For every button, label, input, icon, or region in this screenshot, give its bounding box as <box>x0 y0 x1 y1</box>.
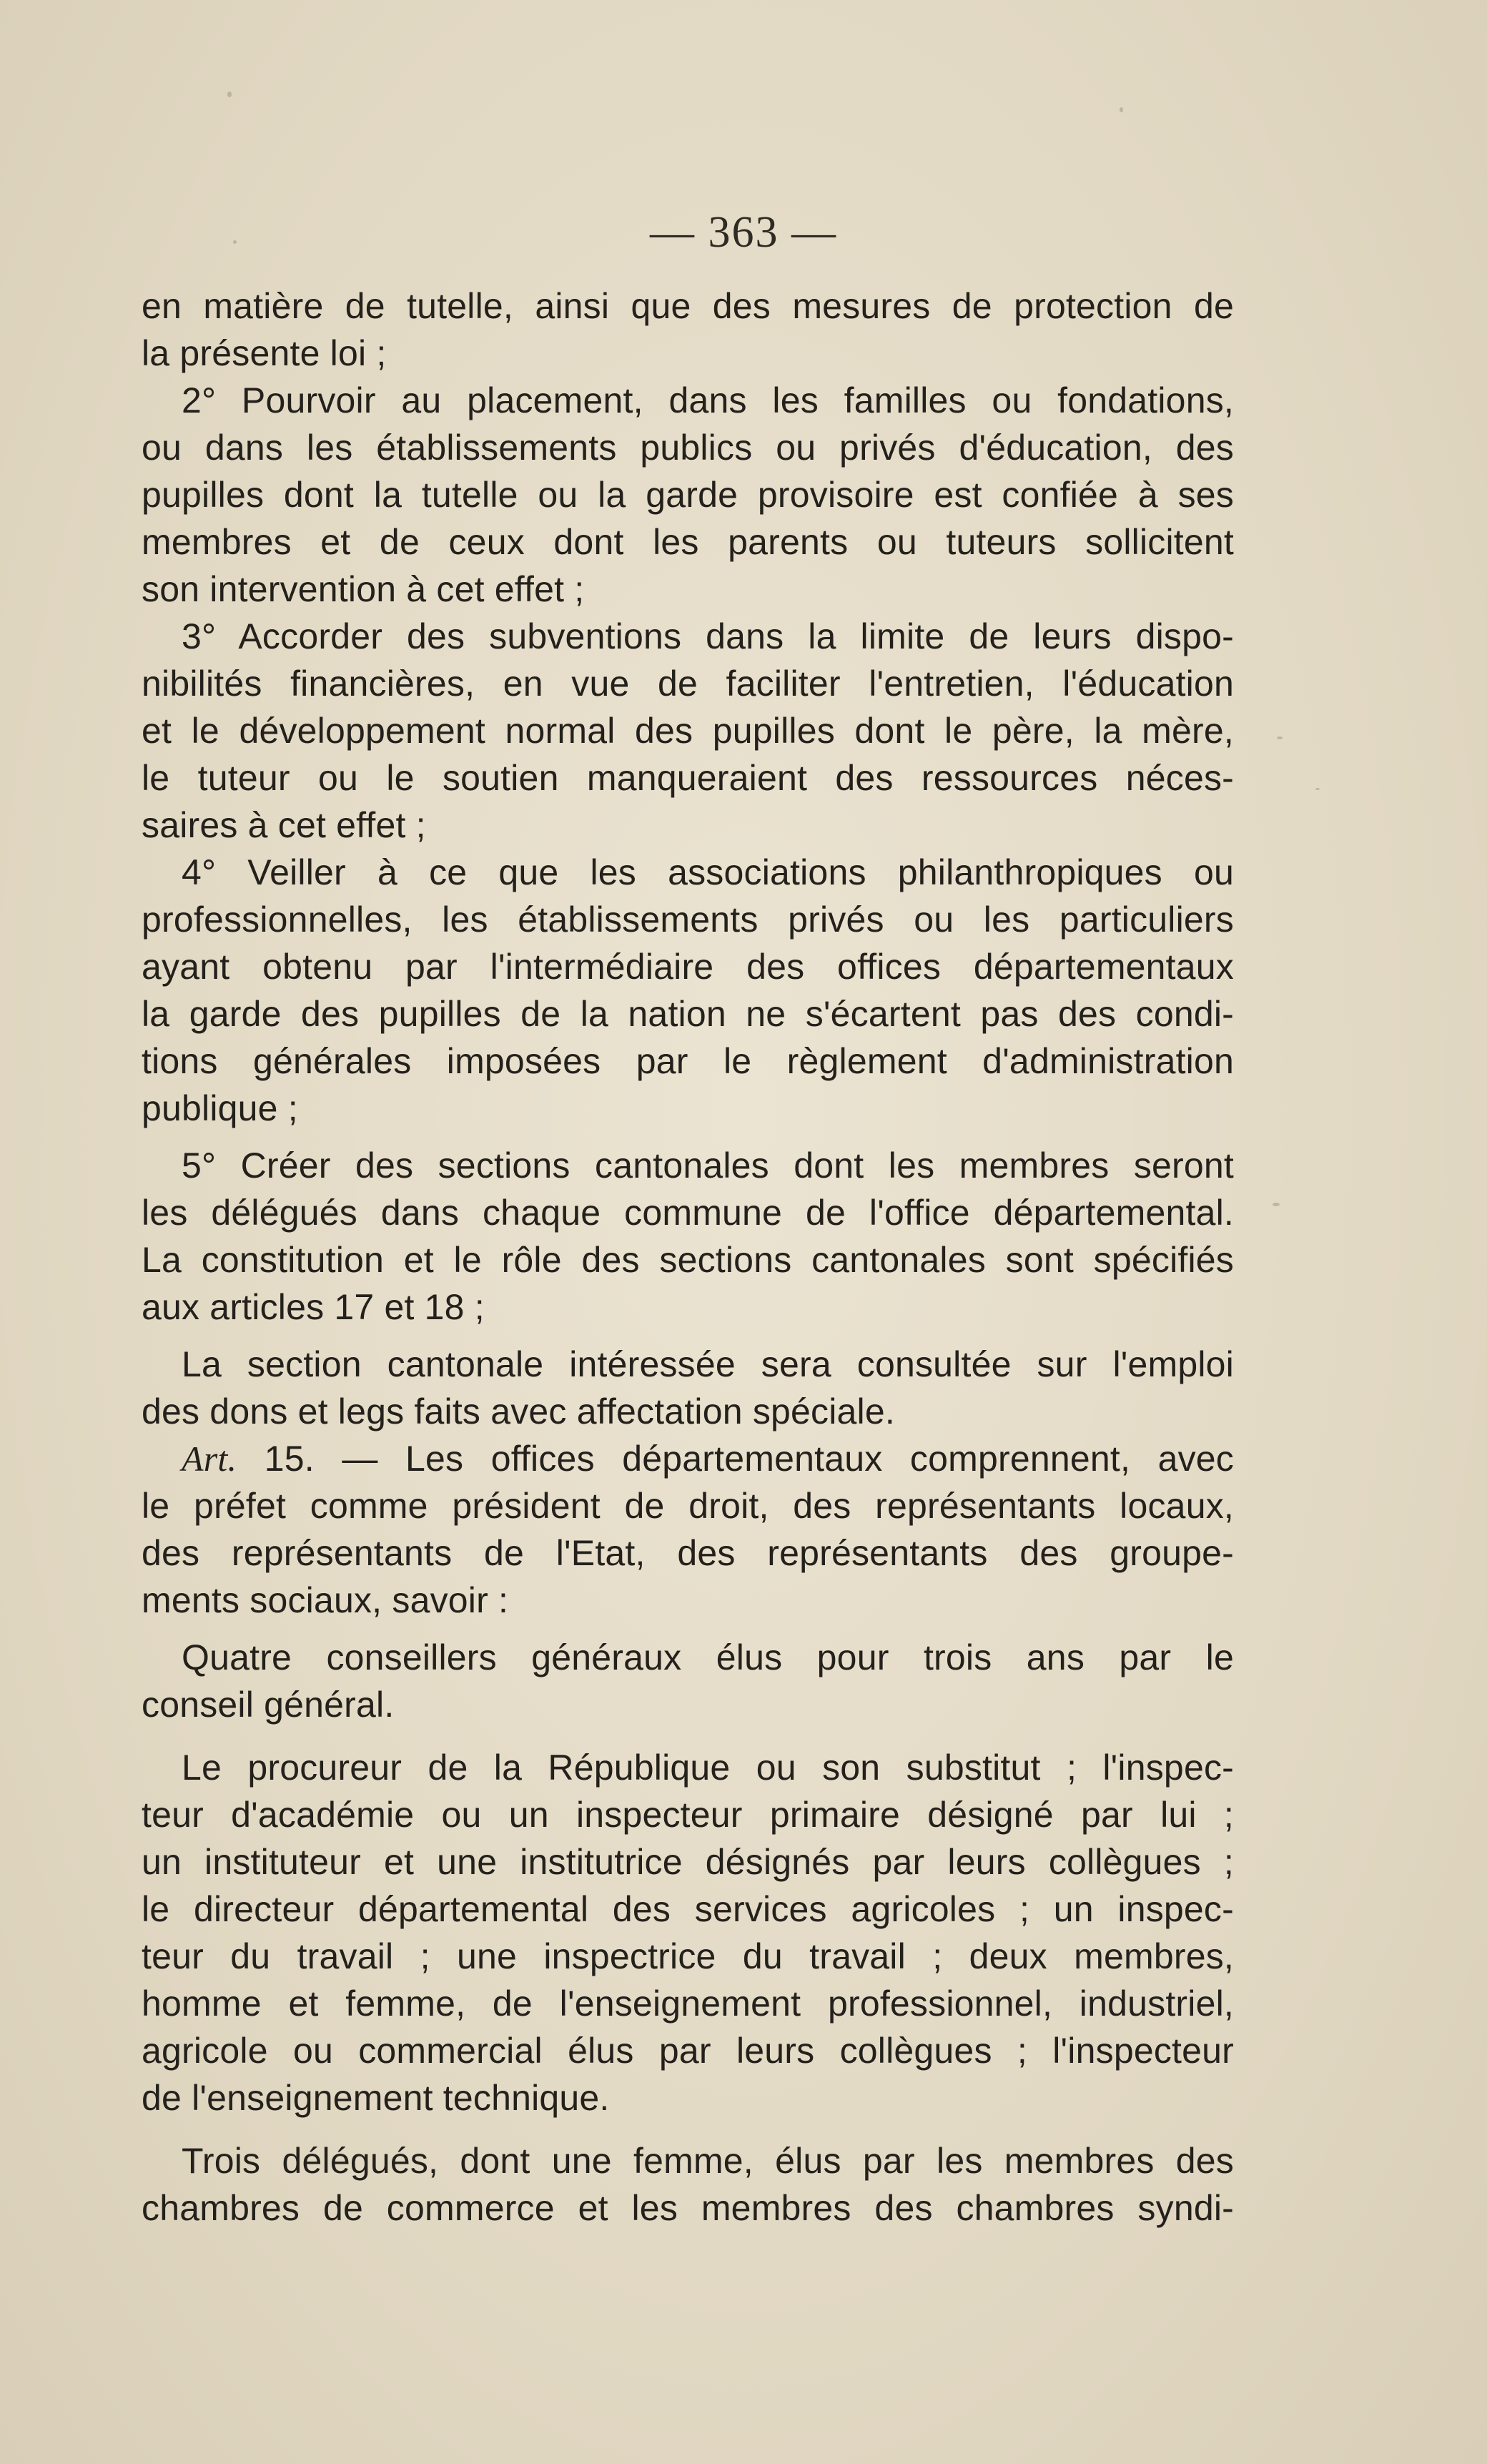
text-line: Quatre conseillers généraux élus pour trois ans par le <box>182 1637 1234 1677</box>
text-line: homme et femme, de l'enseignement professionnel, industriel, <box>142 1983 1234 2024</box>
text-line: pupilles dont la tutelle ou la garde provisoire est confiée à ses <box>142 475 1234 515</box>
text-line: teur d'académie ou un inspecteur primaire désigné par lui ; <box>142 1795 1234 1835</box>
text-line: saires à cet effet ; <box>142 805 426 845</box>
text-line: le directeur départemental des services agricoles ; un inspec- <box>142 1889 1234 1929</box>
paper-speck <box>1273 1203 1280 1206</box>
text-line: chambres de commerce et les membres des chambres syndi- <box>142 2188 1234 2228</box>
text-line: le tuteur ou le soutien manqueraient des ressources néces- <box>142 758 1234 798</box>
text-line <box>142 1435 1234 1482</box>
paper-speck <box>233 240 237 244</box>
text-line: ayant obtenu par l'intermédiaire des offices départementaux <box>142 947 1234 987</box>
paper-speck <box>1315 788 1320 790</box>
text-line: la présente loi ; <box>142 333 387 373</box>
text-line: publique ; <box>142 1088 298 1128</box>
article-text: 15. — Les offices départementaux comprennent, avec <box>237 1439 1234 1479</box>
text-line: des représentants de l'Etat, des représentants des groupe- <box>142 1533 1234 1573</box>
paragraph-item-3-subventions <box>142 613 1234 849</box>
paragraph-tutelle-continuation <box>142 282 1234 377</box>
text-line: 5° Créer des sections cantonales dont les membres seront <box>182 1145 1234 1186</box>
text-line: La constitution et le rôle des sections cantonales sont spécifiés <box>142 1240 1234 1280</box>
text-line: professionnelles, les établissements privés ou les particuliers <box>142 900 1234 940</box>
paper-speck <box>227 92 232 97</box>
text-line: de l'enseignement technique. <box>142 2078 610 2118</box>
text-line: Trois délégués, dont une femme, élus par les membres des <box>182 2141 1234 2181</box>
text-line: La section cantonale intéressée sera consultée sur l'emploi <box>182 1344 1234 1384</box>
text-line: ou dans les établissements publics ou privés d'éducation, des <box>142 428 1234 468</box>
text-line: un instituteur et une institutrice désignés par leurs collègues ; <box>142 1842 1234 1882</box>
text-line: son intervention à cet effet ; <box>142 569 585 609</box>
page-number: — 363 — <box>650 208 837 257</box>
paragraph-conseillers <box>142 1634 1234 1728</box>
paragraph-item-2-placement <box>142 377 1234 613</box>
paragraph-section-cantonale <box>142 1341 1234 1435</box>
paper-speck <box>1120 107 1123 112</box>
paragraph-item-4-veiller <box>142 849 1234 1132</box>
text-line: conseil général. <box>142 1685 395 1725</box>
text-line: les délégués dans chaque commune de l'office départemental. <box>142 1193 1234 1233</box>
text-line: tions générales imposées par le règlement d'administration <box>142 1041 1234 1081</box>
text-line: 2° Pourvoir au placement, dans les familles ou fondations, <box>182 380 1234 420</box>
text-line: 3° Accorder des subventions dans la limite de leurs dispo- <box>182 616 1234 656</box>
text-line: membres et de ceux dont les parents ou tuteurs sollicitent <box>142 522 1234 562</box>
text-line: des dons et legs faits avec affectation spéciale. <box>142 1391 895 1431</box>
text-line: teur du travail ; une inspectrice du travail ; deux membres, <box>142 1936 1234 1976</box>
body-text <box>142 282 1234 2232</box>
text-line: aux articles 17 et 18 ; <box>142 1287 485 1327</box>
text-line: en matière de tutelle, ainsi que des mesures de protection de <box>142 286 1234 326</box>
text-line: la garde des pupilles de la nation ne s'écartent pas des condi- <box>142 994 1234 1034</box>
paragraph-trois-delegues <box>142 2137 1234 2232</box>
text-line: nibilités financières, en vue de faciliter l'entretien, l'éducation <box>142 664 1234 704</box>
text-line: le préfet comme président de droit, des représentants locaux, <box>142 1486 1234 1526</box>
text-line: agricole ou commercial élus par leurs collègues ; l'inspecteur <box>142 2031 1234 2071</box>
paragraph-article-15 <box>142 1435 1234 1624</box>
text-line: Le procureur de la République ou son substitut ; l'inspec- <box>182 1748 1234 1788</box>
article-label: Art. <box>182 1439 237 1479</box>
paragraph-procureur <box>142 1744 1234 2121</box>
text-line: et le développement normal des pupilles dont le père, la mère, <box>142 711 1234 751</box>
paragraph-item-5-sections <box>142 1142 1234 1331</box>
text-line: 4° Veiller à ce que les associations philanthropiques ou <box>182 852 1234 892</box>
paper-speck <box>1277 736 1283 739</box>
text-line: ments sociaux, savoir : <box>142 1580 509 1620</box>
